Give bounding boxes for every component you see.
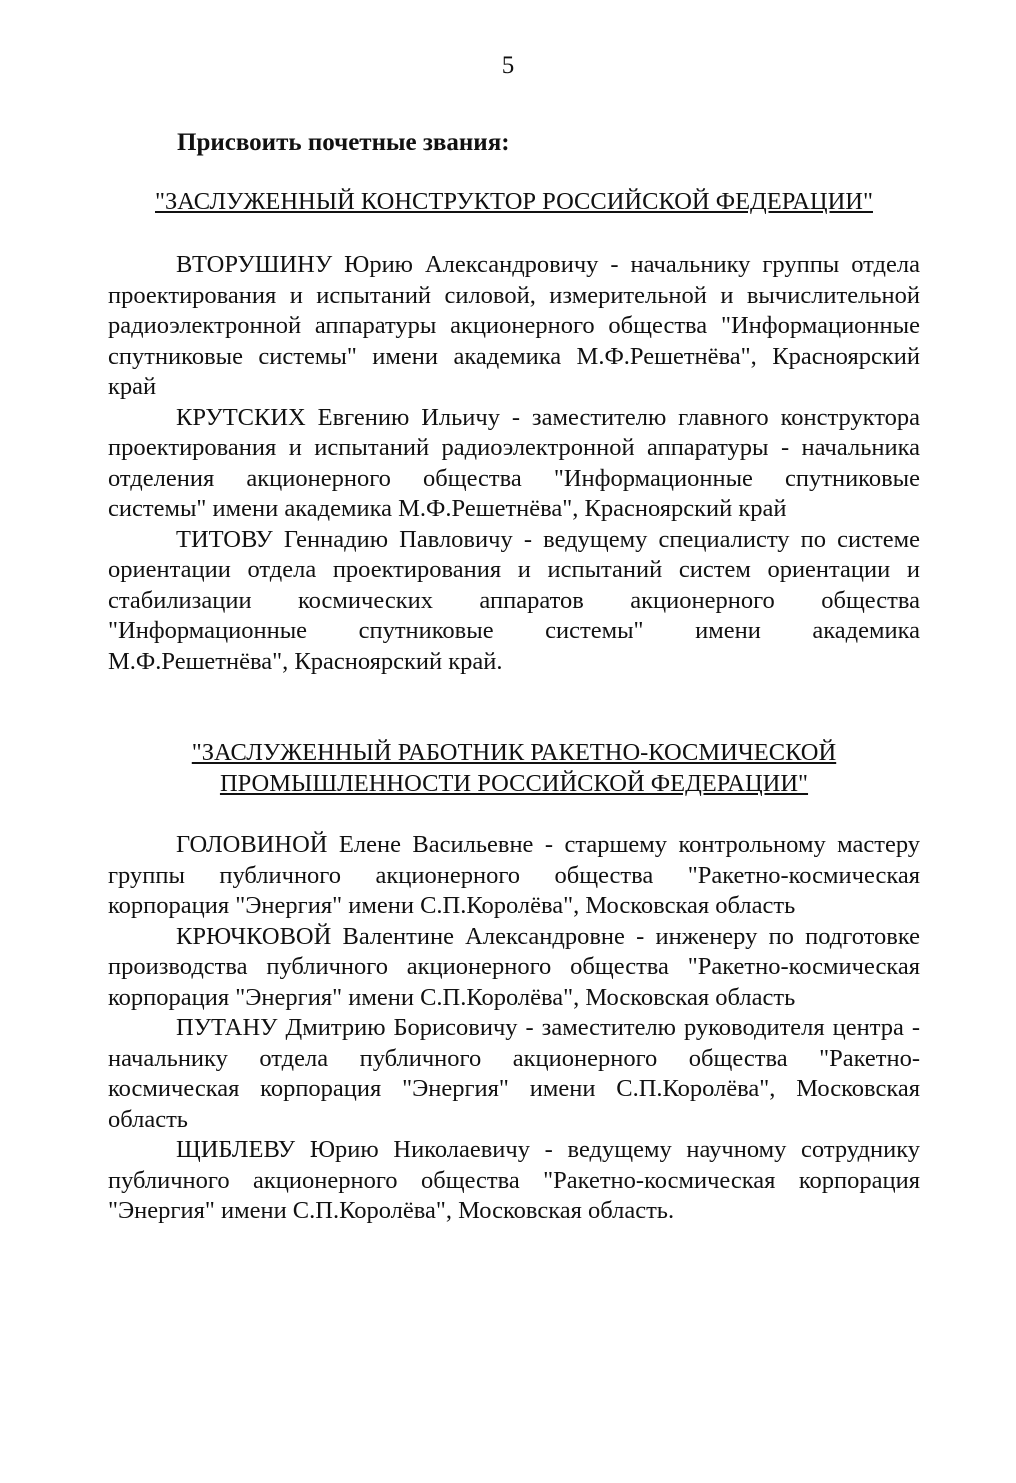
award-entry: ВТОРУШИНУ Юрию Александровичу - начальнику группы отдела проектирования и испытаний силовой, измерительной и вычислительной радиоэлектронной аппаратуры акционерного общества "Информационные спутниковые системы" имени академика М.Ф.Решетнёва", Красноярский край (108, 251, 920, 400)
section-title-line: ПРОМЫШЛЕННОСТИ РОССИЙСКОЙ ФЕДЕРАЦИИ" (219, 770, 809, 797)
section-honored-designer (108, 250, 920, 677)
award-entry: КРЮЧКОВОЙ Валентине Александровне - инженеру по подготовке производства публичного акционерного общества "Ракетно-космическая корпорация "Энергия" имени С.П.Королёва", Московская область (108, 922, 920, 1011)
page-number: 5 (501, 52, 515, 79)
award-entry: КРУТСКИХ Евгению Ильичу - заместителю главного конструктора проектирования и испытаний радиоэлектронной аппаратуры - начальника отделения акционерного общества "Информационные спутниковые системы" имени академика М.Ф.Решетнёва", Красноярский край (108, 403, 920, 522)
intro-heading: Присвоить почетные звания: (177, 129, 510, 156)
award-entry: ГОЛОВИНОЙ Елене Васильевне - старшему контрольному мастеру группы публичного акционерного общества "Ракетно-космическая корпорация "Энергия" имени С.П.Королёва", Московская область (108, 831, 920, 919)
award-entry: ЩИБЛЕВУ Юрию Николаевичу - ведущему научному сотруднику публичного акционерного общества "Ракетно-космическая корпорация "Энергия" имени С.П.Королёва", Московская область. (108, 1136, 920, 1224)
section-title-honored-rocket-space-worker (108, 737, 920, 799)
award-entry: ПУТАНУ Дмитрию Борисовичу - заместителю руководителя центра - начальнику отдела публичного акционерного общества "Ракетно-космическая корпорация "Энергия" имени С.П.Королёва", Московская область (108, 1014, 920, 1133)
award-entry: ТИТОВУ Геннадию Павловичу - ведущему специалисту по системе ориентации отдела проектирования и испытаний систем ориентации и стабилизации космических аппаратов акционерного общества "Информационные спутниковые системы" имени академика М.Ф.Решетнёва", Красноярский край. (108, 525, 920, 675)
section-honored-rocket-space-worker (108, 830, 920, 1227)
section-title-line: "ЗАСЛУЖЕННЫЙ РАБОТНИК РАКЕТНО-КОСМИЧЕСКОЙ (191, 739, 837, 766)
section-title-line: "ЗАСЛУЖЕННЫЙ КОНСТРУКТОР РОССИЙСКОЙ ФЕДЕРАЦИИ" (155, 188, 873, 215)
section-title-honored-designer (108, 186, 920, 217)
